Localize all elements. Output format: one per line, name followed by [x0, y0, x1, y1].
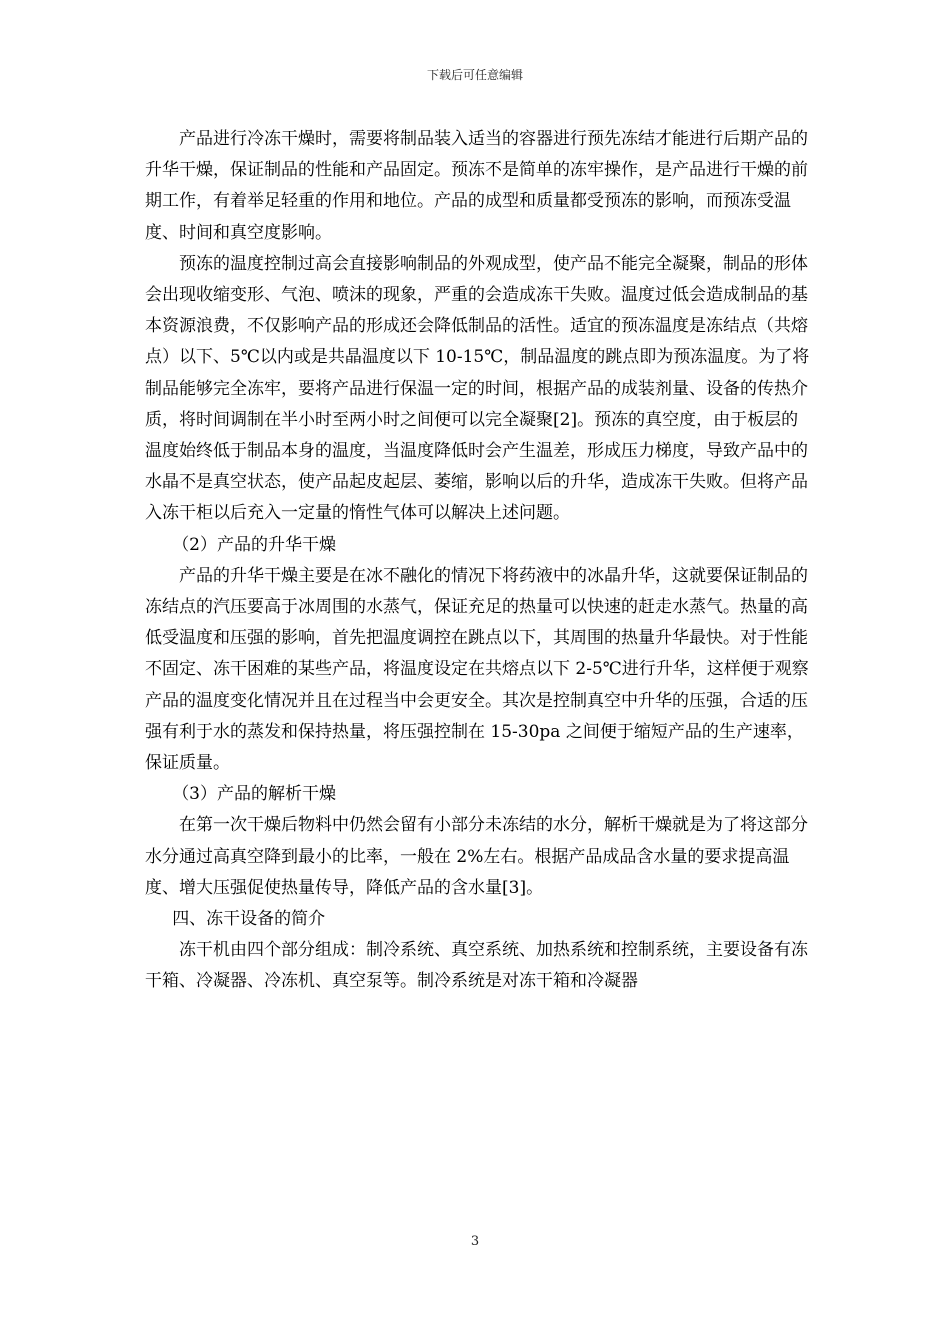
paragraph-prefreeze-temperature: 预冻的温度控制过高会直接影响制品的外观成型，使产品不能完全凝聚，制品的形体会出现收缩变形、气泡、喷沫的现象，严重的会造成冻干失败。温度过低会造成制品的基本资源浪费，不仅影响产品的形成还会降低制品的活性。适宜的预冻温度是冻结点（共熔点）以下、5℃以内或是共晶温度以下 10-15℃，制品温度的跳点即为预冻温度。为了将制品能够完全冻牢，要将产品进行保温一定的时间，根据产品的成装剂量、设备的传热介质，将时间调制在半小时至两小时之间便可以完全凝聚[2]。预冻的真空度，由于板层的温度始终低于制品本身的温度，当温度降低时会产生温差，形成压力梯度，导致产品中的水晶不是真空状态，使产品起皮起层、萎缩，影响以后的升华，造成冻干失败。但将产品入冻干柜以后充入一定量的惰性气体可以解决上述问题。	[145, 253, 810, 524]
page-header: 下载后可任意编辑	[426, 68, 523, 82]
paragraph-prefreeze-intro: 产品进行冷冻干燥时，需要将制品装入适当的容器进行预先冻结才能进行后期产品的升华干燥，保证制品的性能和产品固定。预冻不是简单的冻牢操作，是产品进行干燥的前期工作，有着举足轻重的作用和地位。产品的成型和质量都受预冻的影响，而预冻受温度、时间和真空度影响。	[145, 129, 808, 243]
document-body	[145, 124, 813, 998]
paragraph-equipment-intro: 冻干机由四个部分组成：制冷系统、真空系统、加热系统和控制系统，主要设备有冻干箱、冷凝器、冷冻机、真空泵等。制冷系统是对冻干箱和冷凝器	[145, 940, 808, 992]
page-number: 3	[470, 1234, 480, 1249]
heading-sublimation-drying: （2）产品的升华干燥	[172, 534, 337, 555]
paragraph-desorption-drying: 在第一次干燥后物料中仍然会留有小部分未冻结的水分，解析干燥就是为了将这部分水分通过高真空降到最小的比率，一般在 2%左右。根据产品成品含水量的要求提高温度、增大压强促使热量传导，降低产品的含水量[3]。	[145, 815, 808, 898]
heading-equipment-intro: 四、冻干设备的简介	[172, 909, 326, 930]
paragraph-sublimation-drying: 产品的升华干燥主要是在冰不融化的情况下将药液中的冰晶升华，这就要保证制品的冻结点的汽压要高于冰周围的水蒸气，保证充足的热量可以快速的赶走水蒸气。热量的高低受温度和压强的影响，首先把温度调控在跳点以下，其周围的热量升华最快。对于性能不固定、冻干困难的某些产品，将温度设定在共熔点以下 2-5℃进行升华，这样便于观察产品的温度变化情况并且在过程当中会更安全。其次是控制真空中升华的压强，合适的压强有利于水的蒸发和保持热量，将压强控制在 15-30pa 之间便于缩短产品的生产速率，保证质量。	[145, 565, 809, 774]
heading-desorption-drying: （3）产品的解析干燥	[172, 784, 337, 805]
